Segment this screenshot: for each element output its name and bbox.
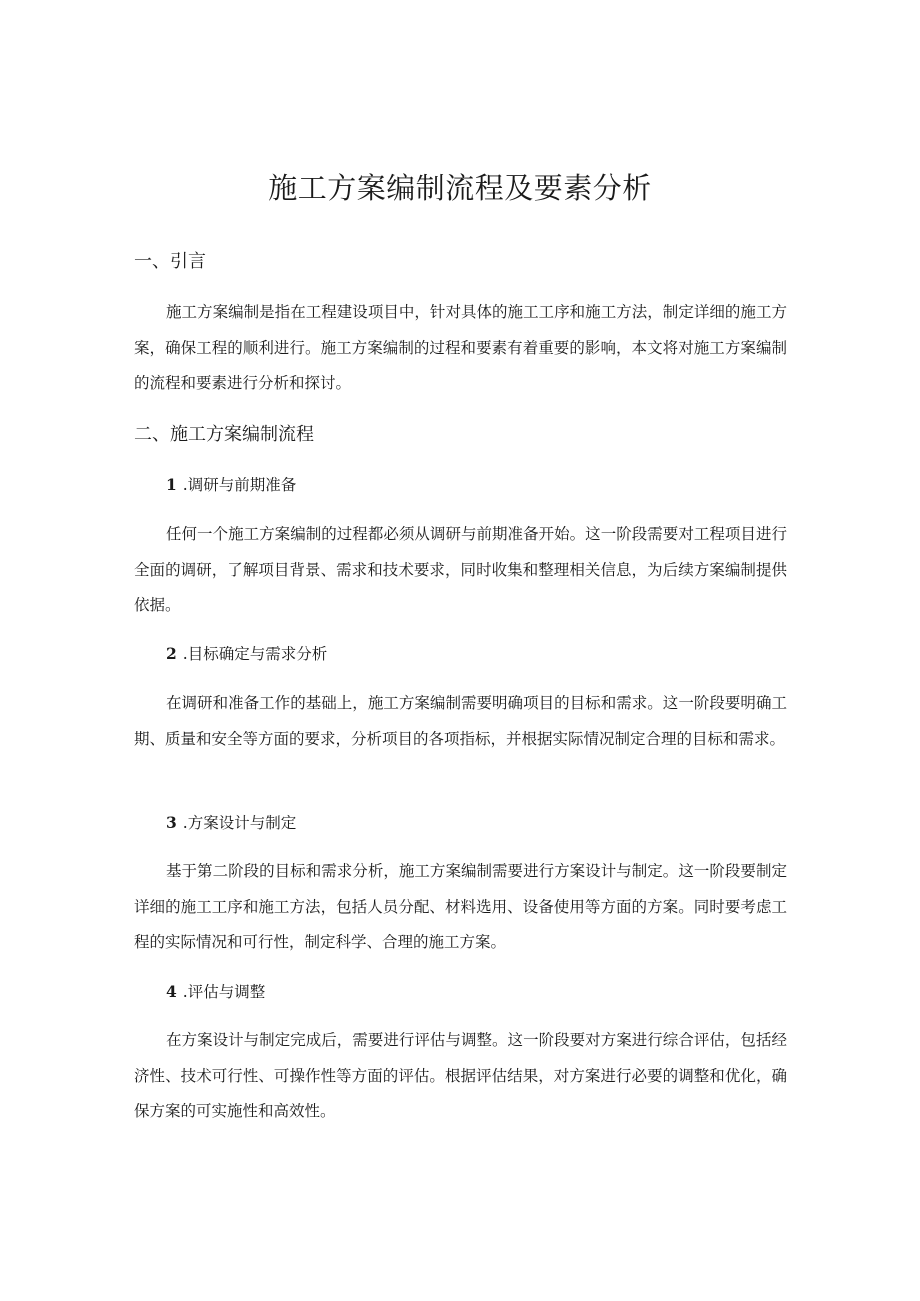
section-heading-process: 二、施工方案编制流程 xyxy=(134,424,314,445)
step-heading-3 xyxy=(166,810,296,836)
document-title: 施工方案编制流程及要素分析 xyxy=(268,171,652,205)
step-paragraph-2: 在调研和准备工作的基础上，施工方案编制需要明确项目的目标和需求。这一阶段要明确工期、质量和安全等方面的要求，分析项目的各项指标，并根据实际情况制定合理的目标和需求。 xyxy=(134,694,787,748)
step-number: 1 xyxy=(166,475,177,494)
step-paragraph-4: 在方案设计与制定完成后，需要进行评估与调整。这一阶段要对方案进行综合评估，包括经济性、技术可行性、可操作性等方面的评估。根据评估结果，对方案进行必要的调整和优化，确保方案的可实施性和高效性。 xyxy=(134,1031,787,1120)
section-heading-introduction: 一、引言 xyxy=(134,251,206,272)
step-number: 2 xyxy=(166,644,177,663)
step-number: 3 xyxy=(166,813,177,832)
step-title: .方案设计与制定 xyxy=(182,814,297,832)
introduction-paragraph: 施工方案编制是指在工程建设项目中，针对具体的施工工序和施工方法，制定详细的施工方案，确保工程的顺利进行。施工方案编制的过程和要素有着重要的影响，本文将对施工方案编制的流程和要素进行分析和探讨。 xyxy=(134,303,787,392)
step-heading-4 xyxy=(166,979,265,1005)
step-title: .调研与前期准备 xyxy=(182,476,297,494)
step-paragraph-3: 基于第二阶段的目标和需求分析，施工方案编制需要进行方案设计与制定。这一阶段要制定详细的施工工序和施工方法，包括人员分配、材料选用、设备使用等方面的方案。同时要考虑工程的实际情况和可行性，制定科学、合理的施工方案。 xyxy=(134,862,787,951)
step-heading-1 xyxy=(166,472,296,498)
step-heading-2 xyxy=(166,641,327,667)
step-paragraph-1: 任何一个施工方案编制的过程都必须从调研与前期准备开始。这一阶段需要对工程项目进行全面的调研，了解项目背景、需求和技术要求，同时收集和整理相关信息，为后续方案编制提供依据。 xyxy=(134,525,787,614)
step-title: .评估与调整 xyxy=(182,983,266,1001)
step-number: 4 xyxy=(166,982,177,1001)
step-title: .目标确定与需求分析 xyxy=(182,645,328,663)
